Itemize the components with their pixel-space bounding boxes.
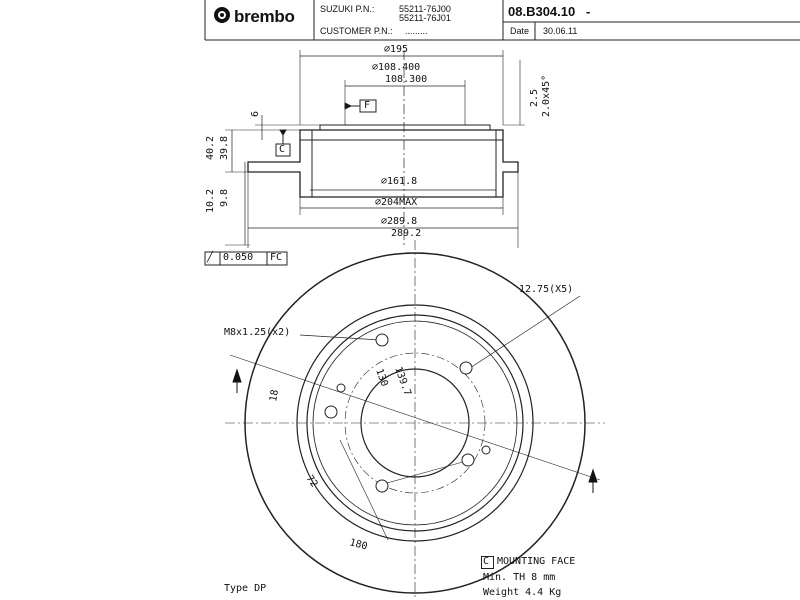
pcd-139-7-label: 139.7 [392,365,413,398]
dim-9-8-label: 9.8 [219,188,230,207]
brand-name: brembo [234,7,295,26]
d-108-300-label: 108.300 [385,74,428,85]
d-161-8-label: ⌀161.8 [381,176,418,187]
dim-40-2-label: 40.2 [205,135,216,160]
part-number: 08.B304.10 [508,4,576,19]
revision: - [586,4,591,19]
dim-10-2-label: 10.2 [205,188,216,213]
datum-f-label: F [364,100,371,111]
mounting-face-note: MOUNTING FACE [497,556,576,567]
min-thickness-note: Min. TH 8 mm [483,572,556,583]
d-289-2-label: 289.2 [391,228,422,239]
bolt-hole [460,362,472,374]
bolt-hole [376,480,388,492]
angle-18-label: 18 [268,388,282,403]
bolt-hole [376,334,388,346]
chamfer-2-label: 2.0x45° [541,74,552,117]
customer-pn-value: ......... [405,26,428,36]
tolerance-datum: FC [270,252,283,263]
thread-hole [337,384,345,392]
d-108-400-label: ⌀108.400 [372,62,421,73]
type-note: Type DP [224,583,267,594]
angle-72-label: 72 [303,473,320,490]
bolt-hole [462,454,474,466]
holes-note: 12.75(X5) [519,284,574,295]
flatness-icon: ╱ [207,252,214,263]
brembo-logo-icon [214,7,230,23]
chamfer-1-label: 2.5 [529,88,540,107]
d-204max-label: ⌀204MAX [375,197,418,208]
thread-note: M8x1.25(x2) [224,327,291,338]
weight-note: Weight 4.4 Kg [483,587,562,598]
date-value: 30.06.11 [543,26,578,36]
disc-section-view [225,50,525,248]
date-label: Date [510,26,530,36]
angle-180-label: 180 [348,537,369,553]
datum-f-flag [345,100,376,112]
supplier-pn-label: SUZUKI P.N.: [320,4,375,14]
supplier-pn-1: 55211-76J00 [399,4,451,14]
tolerance-value: 0.050 [223,252,254,263]
dim-39-8-label: 39.8 [219,135,230,160]
bolt-hole [325,406,337,418]
datum-c-label: C [279,144,286,155]
d-195-label: ⌀195 [384,44,409,55]
supplier-pn-2: 55211-76J01 [399,13,451,23]
pcd-130-label: 130 [373,367,390,388]
mounting-face-key: C [483,556,490,567]
bolt-holes [325,334,490,492]
thread-hole [482,446,490,454]
d-289-8-label: ⌀289.8 [381,216,418,227]
dim-6-label: 6 [250,110,261,117]
customer-pn-label: CUSTOMER P.N.: [320,26,393,36]
